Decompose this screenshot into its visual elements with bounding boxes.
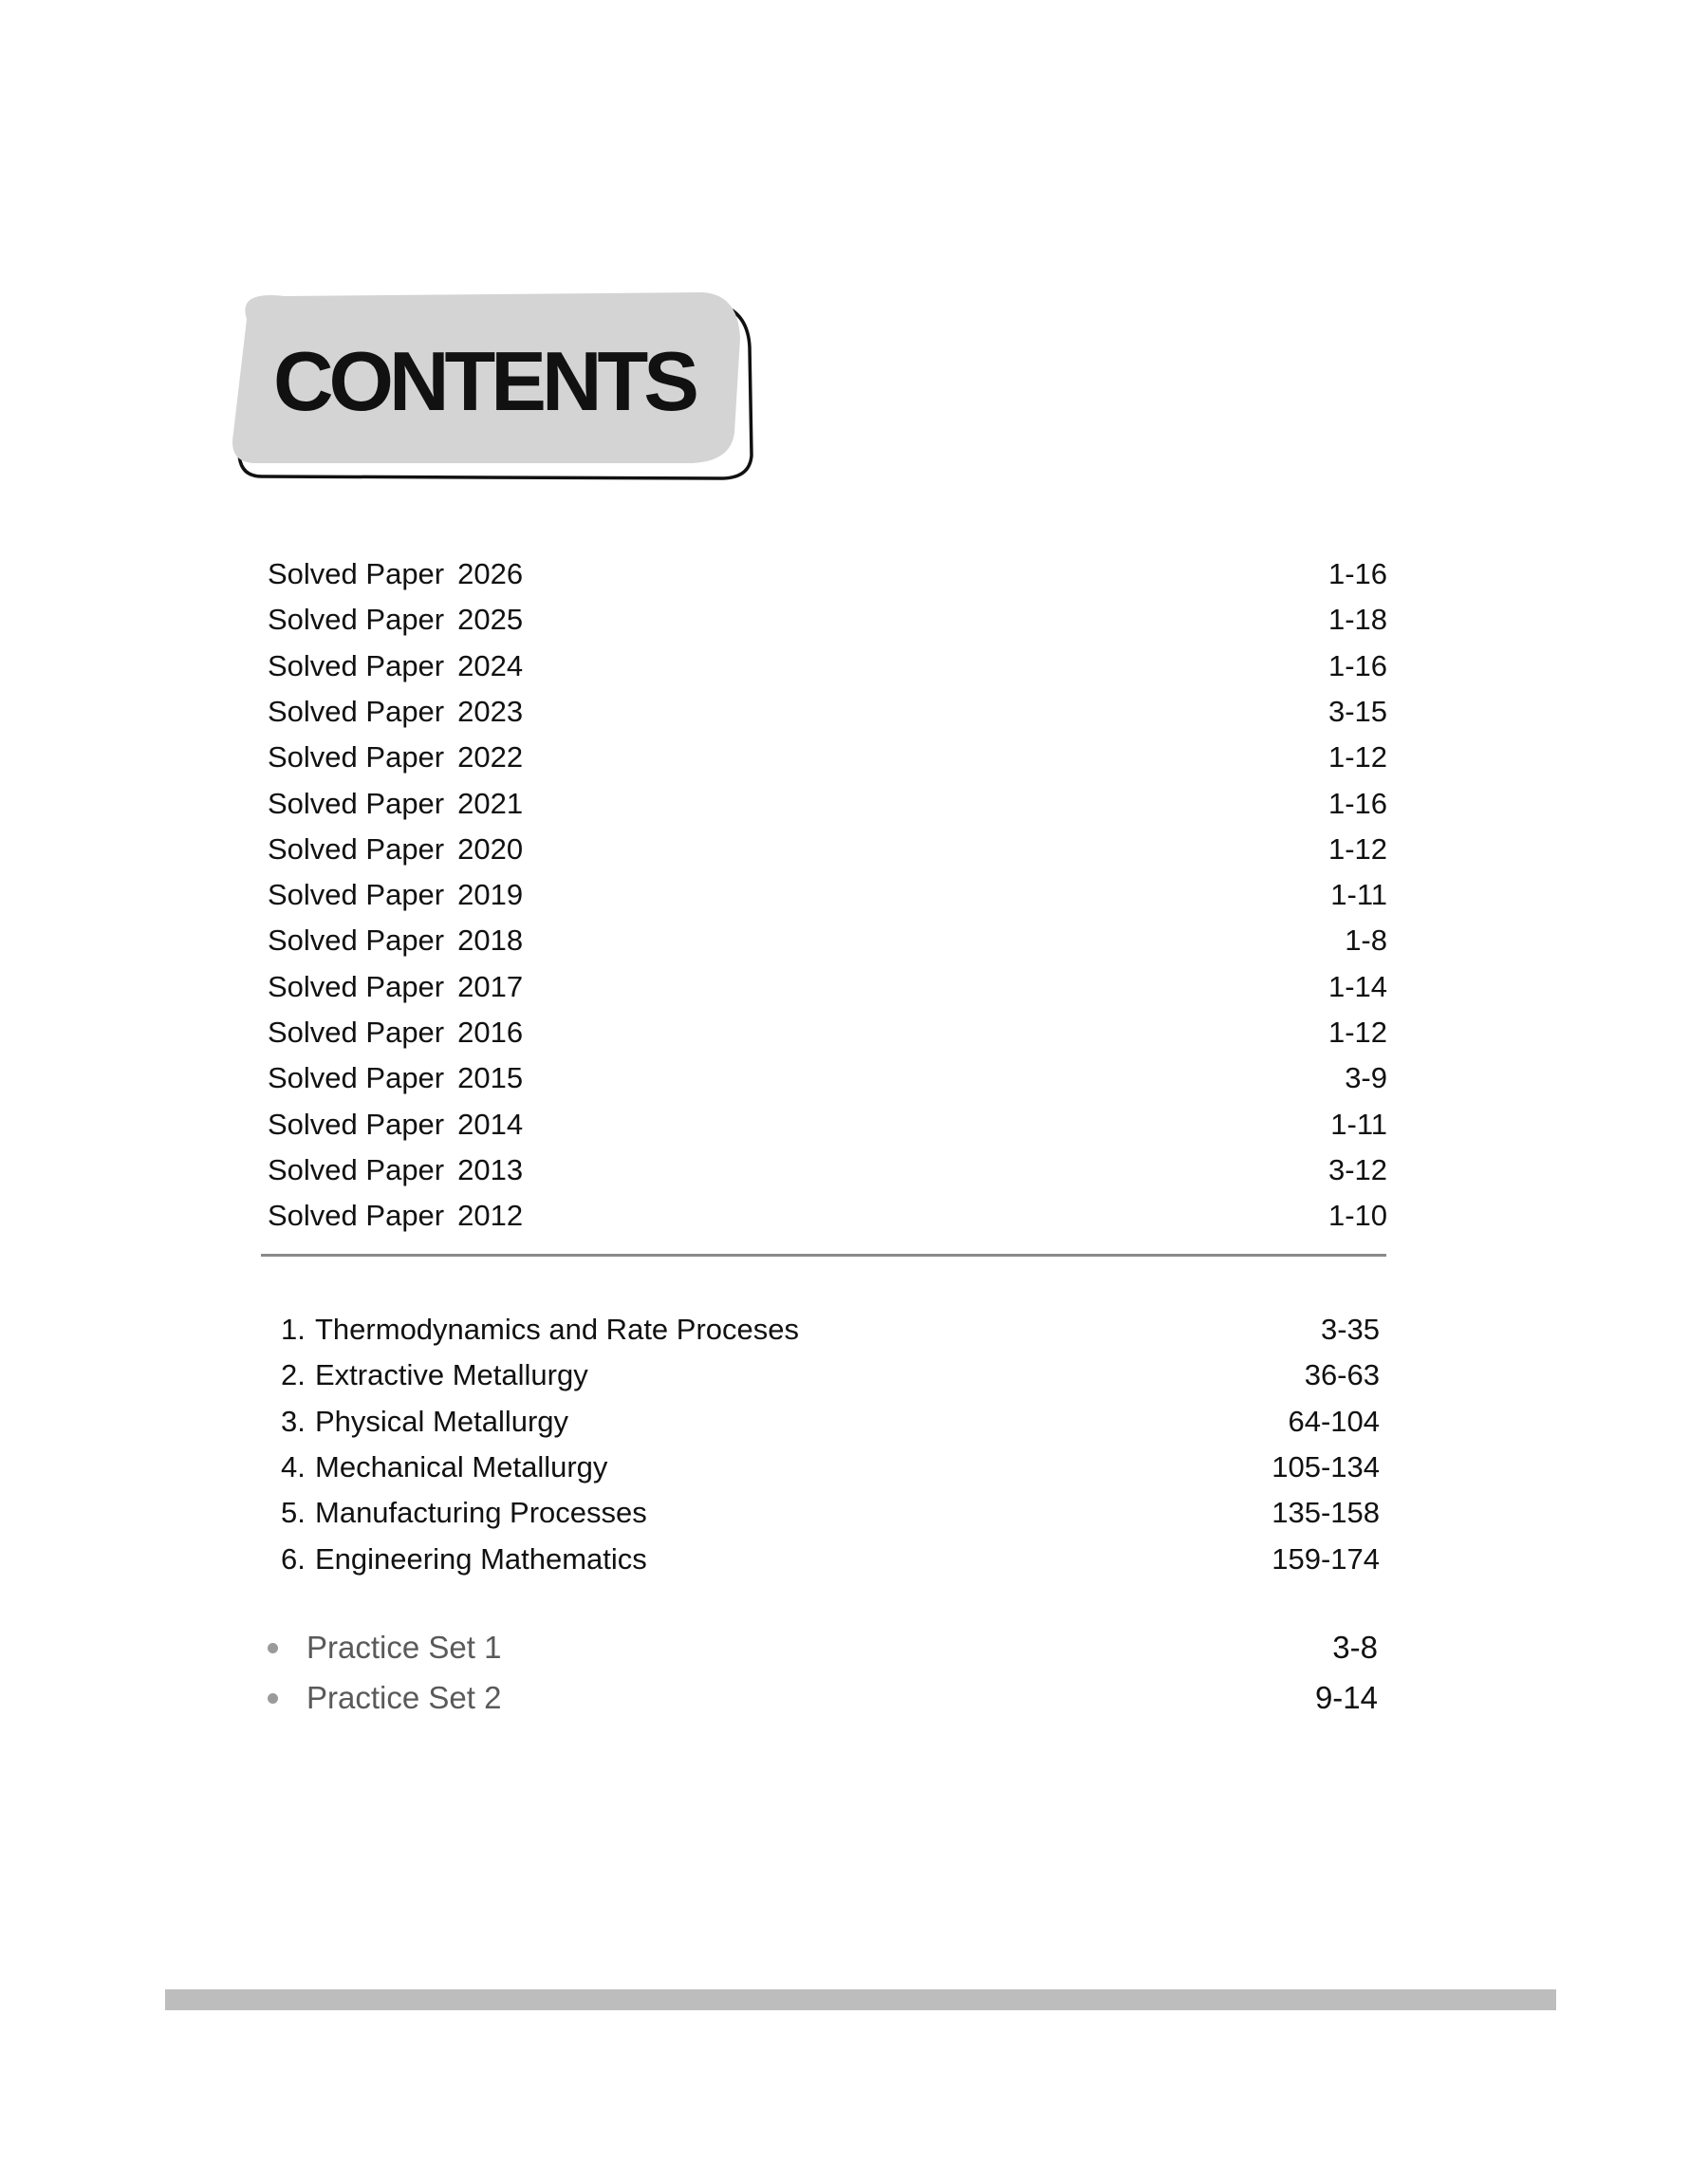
solved-paper-row (268, 1197, 1387, 1235)
solved-paper-label: Solved Paper (268, 878, 445, 912)
contents-heading-badge (228, 290, 767, 484)
solved-paper-title (268, 693, 523, 731)
solved-paper-year: 2024 (457, 648, 524, 682)
solved-paper-label: Solved Paper (268, 557, 445, 590)
solved-paper-row (268, 830, 1387, 868)
solved-paper-label: Solved Paper (268, 1107, 445, 1141)
solved-paper-year: 2017 (457, 969, 524, 1003)
solved-paper-title (268, 1014, 523, 1052)
solved-paper-pages: 3-15 (1327, 694, 1387, 728)
practice-set-row (268, 1679, 1378, 1717)
solved-paper-row (268, 1059, 1387, 1097)
chapter-pages: 64-104 (1288, 1404, 1380, 1438)
chapter-number: 6. (281, 1541, 306, 1576)
chapter-title-wrap (281, 1540, 647, 1578)
solved-paper-row (268, 968, 1387, 1006)
chapter-row (281, 1311, 1380, 1349)
solved-paper-row (268, 876, 1387, 914)
chapter-number: 4. (281, 1449, 306, 1483)
solved-paper-row (268, 922, 1387, 960)
solved-paper-pages: 1-16 (1327, 786, 1387, 820)
chapter-title-wrap (281, 1356, 588, 1394)
solved-paper-label: Solved Paper (268, 969, 445, 1003)
solved-paper-pages: 3-9 (1345, 1061, 1387, 1095)
solved-paper-title (268, 1059, 523, 1097)
chapter-title: Manufacturing Processes (315, 1496, 647, 1530)
practice-set-title-wrap (268, 1629, 501, 1667)
solved-paper-title (268, 922, 523, 960)
solved-paper-year: 2025 (457, 603, 524, 637)
chapter-number: 5. (281, 1496, 306, 1530)
solved-paper-row (268, 785, 1387, 823)
solved-paper-row (268, 1106, 1387, 1144)
solved-paper-pages: 1-12 (1327, 1016, 1387, 1049)
solved-paper-year: 2014 (457, 1107, 524, 1141)
solved-paper-title (268, 968, 523, 1006)
chapter-title: Mechanical Metallurgy (315, 1449, 608, 1483)
solved-paper-year: 2013 (457, 1152, 524, 1186)
solved-paper-year: 2015 (457, 1061, 524, 1095)
solved-paper-title (268, 785, 523, 823)
chapter-row (281, 1403, 1380, 1441)
chapter-row (281, 1494, 1380, 1532)
solved-paper-row (268, 693, 1387, 731)
solved-paper-title (268, 1151, 523, 1189)
chapter-number: 3. (281, 1404, 306, 1438)
solved-paper-year: 2026 (457, 557, 524, 590)
solved-paper-year: 2018 (457, 924, 524, 958)
solved-paper-label: Solved Paper (268, 1152, 445, 1186)
chapter-title-wrap (281, 1448, 607, 1486)
solved-paper-label: Solved Paper (268, 603, 445, 637)
solved-paper-label: Solved Paper (268, 740, 445, 774)
chapter-row (281, 1540, 1380, 1578)
practice-set-pages: 9-14 (1314, 1680, 1378, 1715)
solved-paper-year: 2020 (457, 831, 524, 866)
chapter-pages: 36-63 (1304, 1358, 1380, 1392)
solved-paper-pages: 3-12 (1327, 1152, 1387, 1186)
solved-paper-label: Solved Paper (268, 1199, 445, 1233)
chapter-title-wrap (281, 1494, 647, 1532)
chapter-row (281, 1356, 1380, 1394)
solved-paper-year: 2019 (457, 878, 524, 912)
solved-paper-row (268, 738, 1387, 776)
solved-paper-pages: 1-12 (1327, 740, 1387, 774)
section-divider (261, 1254, 1386, 1257)
page-title: CONTENTS (273, 334, 695, 428)
solved-paper-title (268, 738, 523, 776)
solved-paper-title (268, 876, 523, 914)
solved-paper-year: 2012 (457, 1199, 524, 1233)
solved-paper-label: Solved Paper (268, 648, 445, 682)
solved-paper-pages: 1-8 (1345, 924, 1387, 958)
practice-set-label: Practice Set 1 (306, 1630, 502, 1665)
solved-paper-label: Solved Paper (268, 831, 445, 866)
solved-paper-label: Solved Paper (268, 1016, 445, 1049)
solved-paper-pages: 1-10 (1327, 1199, 1387, 1233)
solved-paper-label: Solved Paper (268, 694, 445, 728)
practice-set-label: Practice Set 2 (306, 1680, 502, 1715)
solved-paper-pages: 1-12 (1327, 831, 1387, 866)
solved-paper-row (268, 1151, 1387, 1189)
solved-paper-title (268, 601, 523, 639)
chapter-title-wrap (281, 1311, 799, 1349)
solved-paper-label: Solved Paper (268, 786, 445, 820)
chapter-row (281, 1448, 1380, 1486)
solved-paper-pages: 1-14 (1327, 969, 1387, 1003)
practice-set-title-wrap (268, 1679, 501, 1717)
solved-paper-title (268, 830, 523, 868)
solved-paper-pages: 1-11 (1330, 878, 1387, 912)
chapter-title: Engineering Mathematics (315, 1541, 647, 1576)
solved-paper-title (268, 647, 523, 685)
solved-paper-row (268, 647, 1387, 685)
practice-set-pages: 3-8 (1332, 1630, 1378, 1665)
chapter-title: Extractive Metallurgy (315, 1358, 588, 1392)
solved-paper-title (268, 1197, 523, 1235)
bullet-icon (268, 1693, 278, 1704)
solved-paper-row (268, 1014, 1387, 1052)
chapter-title: Thermodynamics and Rate Proceses (315, 1313, 800, 1346)
footer-bar (165, 1989, 1556, 2010)
solved-paper-year: 2022 (457, 740, 524, 774)
solved-paper-pages: 1-16 (1327, 648, 1387, 682)
chapter-pages: 135-158 (1272, 1496, 1380, 1530)
solved-paper-row (268, 601, 1387, 639)
chapter-number: 2. (281, 1358, 306, 1392)
solved-paper-pages: 1-11 (1330, 1107, 1387, 1141)
solved-paper-label: Solved Paper (268, 924, 445, 958)
solved-paper-title (268, 555, 523, 593)
chapter-pages: 159-174 (1272, 1541, 1380, 1576)
chapter-pages: 105-134 (1272, 1449, 1380, 1483)
chapter-number: 1. (281, 1313, 306, 1346)
practice-set-row (268, 1629, 1378, 1667)
solved-paper-row (268, 555, 1387, 593)
solved-paper-year: 2021 (457, 786, 524, 820)
bullet-icon (268, 1643, 278, 1653)
chapter-title-wrap (281, 1403, 568, 1441)
solved-paper-year: 2016 (457, 1016, 524, 1049)
solved-paper-title (268, 1106, 523, 1144)
chapter-pages: 3-35 (1320, 1313, 1380, 1346)
solved-paper-year: 2023 (457, 694, 524, 728)
solved-paper-pages: 1-18 (1327, 603, 1387, 637)
solved-paper-pages: 1-16 (1327, 557, 1387, 590)
solved-paper-label: Solved Paper (268, 1061, 445, 1095)
chapter-title: Physical Metallurgy (315, 1404, 569, 1438)
